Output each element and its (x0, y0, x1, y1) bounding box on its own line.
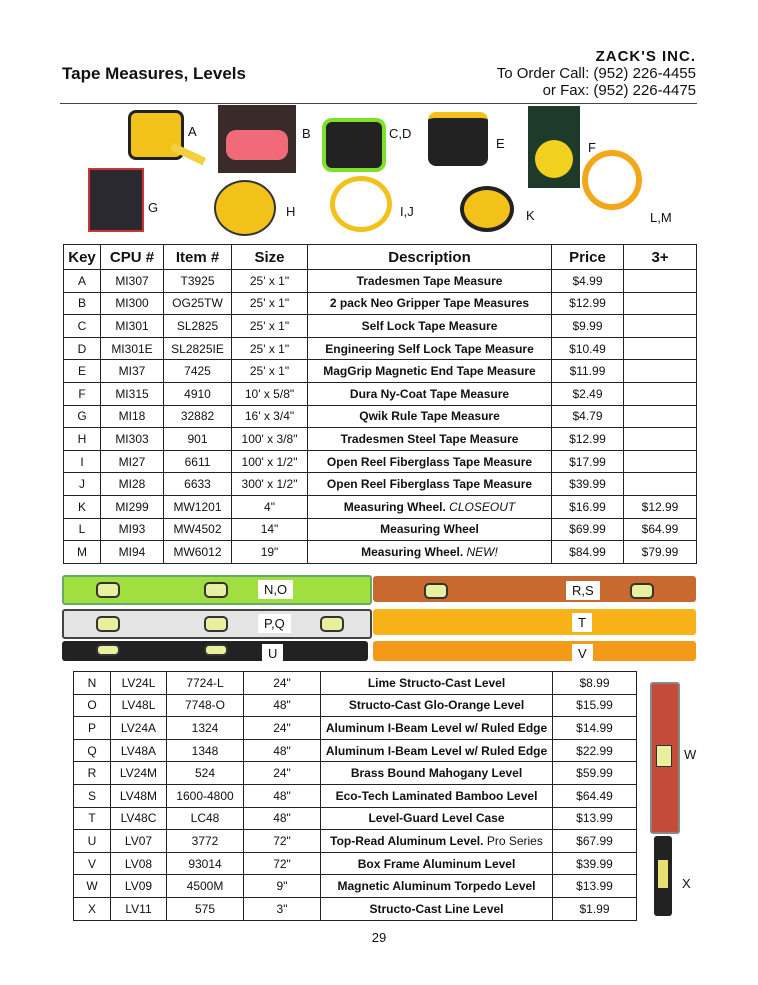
table-row (64, 382, 697, 405)
bulk-price-cell (624, 315, 697, 338)
table-row (74, 807, 637, 830)
description-cell (308, 495, 552, 518)
table-row (74, 739, 637, 762)
price-cell: $10.49 (552, 337, 624, 360)
order-fax: or Fax: (952) 226-4475 (542, 82, 696, 99)
description-cell (321, 717, 553, 740)
size-cell: 72" (244, 830, 321, 853)
cpu-cell: LV48C (111, 807, 167, 830)
table-row (74, 784, 637, 807)
description-text: Aluminum I-Beam Level w/ Ruled Edge (325, 743, 548, 758)
table-row (64, 518, 697, 541)
description-text: Open Reel Fiberglass Tape Measure (326, 477, 533, 492)
label-pq: P,Q (258, 614, 291, 633)
table-row (64, 541, 697, 564)
description-text: Measuring Wheel (380, 522, 479, 537)
item-cell: MW4502 (164, 518, 232, 541)
product-image-g (88, 168, 144, 232)
description-text: Open Reel Fiberglass Tape Measure (326, 454, 533, 469)
cpu-cell: LV48A (111, 739, 167, 762)
size-cell: 48" (244, 694, 321, 717)
label-no: N,O (258, 580, 293, 599)
cpu-cell: MI301E (101, 337, 164, 360)
key-cell: L (64, 518, 101, 541)
key-cell: C (64, 315, 101, 338)
label-k: K (526, 208, 535, 223)
item-cell: 32882 (164, 405, 232, 428)
size-cell: 300' x 1/2" (232, 473, 308, 496)
label-f: F (588, 140, 596, 155)
header-divider (60, 103, 697, 104)
table-row (64, 428, 697, 451)
column-header-description: Description (308, 245, 552, 270)
table-row (74, 762, 637, 785)
size-cell: 9" (244, 875, 321, 898)
description-text: Qwik Rule Tape Measure (359, 409, 500, 424)
item-cell: 7748-O (167, 694, 244, 717)
product-image-k (460, 186, 514, 232)
table-row (64, 270, 697, 293)
description-text: Top-Read Aluminum Level. (330, 833, 484, 848)
label-lm: L,M (650, 210, 672, 225)
vial-icon (96, 582, 120, 598)
cpu-cell: LV24L (111, 672, 167, 695)
company-name: ZACK'S INC. (595, 48, 696, 65)
item-cell: SL2825IE (164, 337, 232, 360)
key-cell: U (74, 830, 111, 853)
column-header-size: Size (232, 245, 308, 270)
key-cell: W (74, 875, 111, 898)
bulk-price-cell (624, 382, 697, 405)
label-v: V (572, 644, 593, 663)
key-cell: T (74, 807, 111, 830)
label-a: A (188, 124, 197, 139)
description-text: Tradesmen Tape Measure (356, 273, 503, 288)
description-text: Eco-Tech Laminated Bamboo Level (335, 788, 538, 803)
label-t: T (572, 613, 592, 632)
page-number: 29 (371, 930, 387, 945)
key-cell: Q (74, 739, 111, 762)
key-cell: J (64, 473, 101, 496)
size-cell: 48" (244, 739, 321, 762)
bulk-price-cell: $12.99 (624, 495, 697, 518)
key-cell: I (64, 450, 101, 473)
description-cell (308, 360, 552, 383)
item-cell: 6611 (164, 450, 232, 473)
item-cell: 4500M (167, 875, 244, 898)
key-cell: K (64, 495, 101, 518)
key-cell: O (74, 694, 111, 717)
description-cell (321, 830, 553, 853)
cpu-cell: MI301 (101, 315, 164, 338)
product-image-v (373, 641, 696, 661)
description-text: Box Frame Aluminum Level (357, 856, 516, 871)
key-cell: S (74, 784, 111, 807)
table-header-row (64, 245, 697, 270)
column-header-cpu: CPU # (101, 245, 164, 270)
key-cell: F (64, 382, 101, 405)
size-cell: 16' x 3/4" (232, 405, 308, 428)
price-cell: $67.99 (553, 830, 637, 853)
column-header-item: Item # (164, 245, 232, 270)
price-cell: $15.99 (553, 694, 637, 717)
price-cell: $13.99 (553, 807, 637, 830)
description-text: Measuring Wheel. (343, 499, 446, 514)
size-cell: 24" (244, 672, 321, 695)
description-cell (321, 897, 553, 920)
key-cell: X (74, 897, 111, 920)
bulk-price-cell (624, 360, 697, 383)
description-cell (308, 382, 552, 405)
vial-icon (204, 644, 228, 656)
size-cell: 25' x 1" (232, 315, 308, 338)
cpu-cell: LV11 (111, 897, 167, 920)
cpu-cell: LV08 (111, 852, 167, 875)
column-header-bulk-price: 3+ (624, 245, 697, 270)
price-cell: $12.99 (552, 428, 624, 451)
column-header-key: Key (64, 245, 101, 270)
size-cell: 24" (244, 717, 321, 740)
order-phone: To Order Call: (952) 226-4455 (496, 65, 696, 82)
key-cell: V (74, 852, 111, 875)
item-cell: 575 (167, 897, 244, 920)
table-row (74, 694, 637, 717)
bulk-price-cell (624, 428, 697, 451)
key-cell: A (64, 270, 101, 293)
item-cell: 6633 (164, 473, 232, 496)
table-row (74, 875, 637, 898)
size-cell: 48" (244, 784, 321, 807)
column-header-price: Price (552, 245, 624, 270)
item-cell: 4910 (164, 382, 232, 405)
label-u: U (262, 644, 283, 663)
description-cell (308, 541, 552, 564)
product-image-f-dial (535, 140, 573, 178)
description-cell (308, 292, 552, 315)
table-row (74, 717, 637, 740)
product-image-ij (330, 176, 392, 232)
cpu-cell: MI93 (101, 518, 164, 541)
description-text: Dura Ny-Coat Tape Measure (349, 386, 510, 401)
description-cell (308, 315, 552, 338)
price-cell: $14.99 (553, 717, 637, 740)
description-cell (321, 739, 553, 762)
table-row (64, 315, 697, 338)
description-cell (321, 672, 553, 695)
description-cell (321, 762, 553, 785)
item-cell: 7724-L (167, 672, 244, 695)
description-cell (308, 428, 552, 451)
description-cell (321, 807, 553, 830)
description-text: MagGrip Magnetic End Tape Measure (323, 364, 536, 379)
price-cell: $13.99 (553, 875, 637, 898)
bulk-price-cell (624, 337, 697, 360)
product-image-e (428, 112, 488, 166)
bulk-price-cell (624, 405, 697, 428)
level-table (73, 671, 637, 921)
key-cell: D (64, 337, 101, 360)
price-cell: $16.99 (552, 495, 624, 518)
cpu-cell: MI94 (101, 541, 164, 564)
size-cell: 3" (244, 897, 321, 920)
price-cell: $4.99 (552, 270, 624, 293)
table-row (64, 337, 697, 360)
label-rs: R,S (566, 581, 600, 600)
vial-icon (96, 644, 120, 656)
label-e: E (496, 136, 505, 151)
table-row (74, 672, 637, 695)
label-ij: I,J (400, 204, 414, 219)
size-cell: 24" (244, 762, 321, 785)
item-cell: 93014 (167, 852, 244, 875)
product-image-lm (582, 150, 642, 210)
table-row (74, 852, 637, 875)
description-text: Structo-Cast Glo-Orange Level (348, 698, 525, 713)
cpu-cell: MI307 (101, 270, 164, 293)
vial-icon (204, 616, 228, 632)
description-note: CLOSEOUT (449, 499, 516, 514)
size-cell: 100' x 1/2" (232, 450, 308, 473)
price-cell: $2.49 (552, 382, 624, 405)
vial-icon (630, 583, 654, 599)
price-cell: $84.99 (552, 541, 624, 564)
item-cell: T3925 (164, 270, 232, 293)
key-cell: P (74, 717, 111, 740)
product-image-cd (322, 118, 386, 172)
description-cell (321, 875, 553, 898)
page-title: Tape Measures, Levels (62, 64, 246, 83)
key-cell: R (74, 762, 111, 785)
item-cell: 1324 (167, 717, 244, 740)
bulk-price-cell (624, 450, 697, 473)
description-cell (308, 337, 552, 360)
table-row (74, 830, 637, 853)
table-row (64, 473, 697, 496)
size-cell: 14" (232, 518, 308, 541)
key-cell: N (74, 672, 111, 695)
label-x: X (682, 876, 691, 891)
size-cell: 25' x 1" (232, 292, 308, 315)
cpu-cell: MI303 (101, 428, 164, 451)
key-cell: E (64, 360, 101, 383)
bulk-price-cell (624, 270, 697, 293)
product-image-w-vial (656, 745, 672, 767)
cpu-cell: LV09 (111, 875, 167, 898)
description-cell (321, 784, 553, 807)
key-cell: G (64, 405, 101, 428)
description-text: Structo-Cast Line Level (369, 901, 504, 916)
bulk-price-cell (624, 473, 697, 496)
description-cell (308, 270, 552, 293)
table-row (64, 450, 697, 473)
description-text: Aluminum I-Beam Level w/ Ruled Edge (325, 720, 548, 735)
item-cell: 7425 (164, 360, 232, 383)
bulk-price-cell: $64.99 (624, 518, 697, 541)
cpu-cell: MI299 (101, 495, 164, 518)
product-image-h (214, 180, 276, 236)
vial-icon (96, 616, 120, 632)
cpu-cell: MI300 (101, 292, 164, 315)
product-image-t (373, 609, 696, 635)
price-cell: $1.99 (553, 897, 637, 920)
description-cell (308, 518, 552, 541)
price-cell: $64.49 (553, 784, 637, 807)
size-cell: 10' x 5/8" (232, 382, 308, 405)
item-cell: MW1201 (164, 495, 232, 518)
price-cell: $12.99 (552, 292, 624, 315)
label-cd: C,D (389, 126, 412, 141)
item-cell: 1348 (167, 739, 244, 762)
price-cell: $22.99 (553, 739, 637, 762)
vial-icon (320, 616, 344, 632)
cpu-cell: MI18 (101, 405, 164, 428)
size-cell: 100' x 3/8" (232, 428, 308, 451)
price-cell: $8.99 (553, 672, 637, 695)
description-text: Self Lock Tape Measure (361, 318, 498, 333)
product-image-x-vial (658, 860, 668, 888)
cpu-cell: MI37 (101, 360, 164, 383)
item-cell: 524 (167, 762, 244, 785)
table-row (64, 405, 697, 428)
cpu-cell: LV48L (111, 694, 167, 717)
price-cell: $59.99 (553, 762, 637, 785)
size-cell: 25' x 1" (232, 360, 308, 383)
size-cell: 25' x 1" (232, 270, 308, 293)
price-cell: $69.99 (552, 518, 624, 541)
size-cell: 19" (232, 541, 308, 564)
key-cell: M (64, 541, 101, 564)
description-text: Tradesmen Steel Tape Measure (340, 431, 519, 446)
bulk-price-cell: $79.99 (624, 541, 697, 564)
bulk-price-cell (624, 292, 697, 315)
item-cell: SL2825 (164, 315, 232, 338)
size-cell: 25' x 1" (232, 337, 308, 360)
label-h: H (286, 204, 296, 219)
price-cell: $11.99 (552, 360, 624, 383)
price-cell: $39.99 (553, 852, 637, 875)
price-cell: $9.99 (552, 315, 624, 338)
key-cell: H (64, 428, 101, 451)
cpu-cell: LV48M (111, 784, 167, 807)
size-cell: 48" (244, 807, 321, 830)
description-text: Lime Structo-Cast Level (367, 675, 506, 690)
description-text: Engineering Self Lock Tape Measure (325, 341, 534, 356)
table-row (64, 360, 697, 383)
size-cell: 72" (244, 852, 321, 875)
cpu-cell: LV24A (111, 717, 167, 740)
description-cell (321, 852, 553, 875)
vial-icon (204, 582, 228, 598)
label-g: G (148, 200, 159, 215)
table-row (64, 292, 697, 315)
order-info (497, 65, 696, 99)
description-text: Measuring Wheel. (361, 544, 464, 559)
price-cell: $17.99 (552, 450, 624, 473)
cpu-cell: MI28 (101, 473, 164, 496)
label-w: W (684, 747, 697, 762)
item-cell: 1600-4800 (167, 784, 244, 807)
item-cell: LC48 (167, 807, 244, 830)
cpu-cell: MI315 (101, 382, 164, 405)
key-cell: B (64, 292, 101, 315)
description-cell (308, 450, 552, 473)
size-cell: 4" (232, 495, 308, 518)
tape-measure-table (63, 244, 697, 564)
description-note: NEW! (466, 544, 498, 559)
price-cell: $39.99 (552, 473, 624, 496)
item-cell: MW6012 (164, 541, 232, 564)
price-cell: $4.79 (552, 405, 624, 428)
cpu-cell: LV24M (111, 762, 167, 785)
product-image-b-tapes (226, 130, 288, 160)
description-cell (321, 694, 553, 717)
description-text: Magnetic Aluminum Torpedo Level (337, 879, 536, 894)
description-cell (308, 405, 552, 428)
description-text: Level-Guard Level Case (368, 811, 505, 826)
label-b: B (302, 126, 311, 141)
description-text: Brass Bound Mahogany Level (350, 766, 523, 781)
table-row (64, 495, 697, 518)
item-cell: 3772 (167, 830, 244, 853)
description-cell (308, 473, 552, 496)
item-cell: 901 (164, 428, 232, 451)
description-text: 2 pack Neo Gripper Tape Measures (329, 296, 530, 311)
description-note: Pro Series (486, 833, 543, 848)
table-row (74, 897, 637, 920)
vial-icon (424, 583, 448, 599)
cpu-cell: LV07 (111, 830, 167, 853)
cpu-cell: MI27 (101, 450, 164, 473)
item-cell: OG25TW (164, 292, 232, 315)
